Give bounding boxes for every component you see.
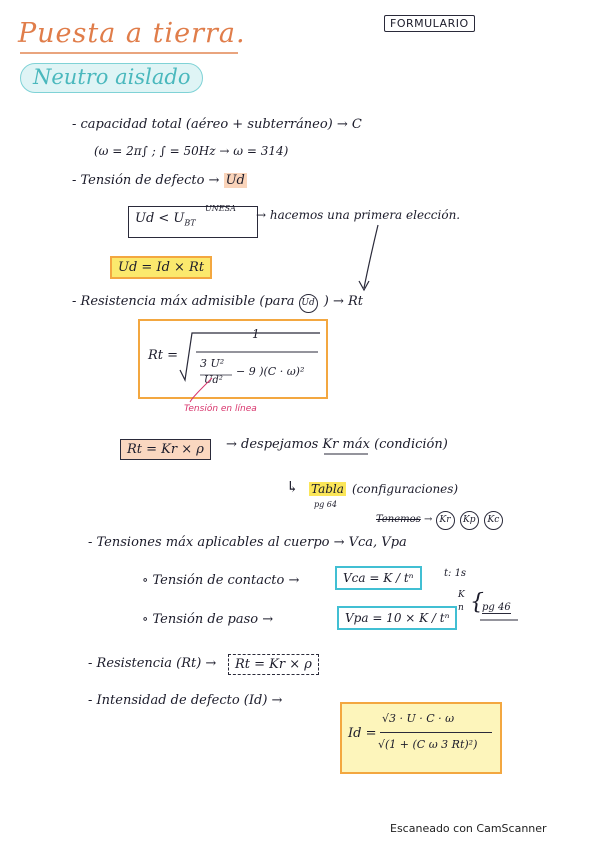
t-note: t: 1s: [444, 568, 467, 579]
tension-linea-arrow: [190, 378, 212, 402]
rt-formula-inner-num: 3 U²: [200, 357, 225, 370]
tensiones-line: - Tensiones máx aplicables al cuerpo → Vca, Vpa: [88, 535, 407, 550]
ud-formula-box: Ud = Id × Rt: [110, 256, 212, 279]
page-title: Puesta a tierra.: [18, 18, 246, 49]
id-formula-denominator: √(1 + (C ω 3 Rt)²): [378, 738, 478, 751]
configuraciones-label: (configuraciones): [352, 482, 459, 496]
section-subtitle: Neutro aislado: [20, 63, 203, 93]
ud-condition-left: Ud < U: [135, 211, 185, 226]
k-circles-row: Tenemos → Kr Kp Kc: [376, 511, 505, 530]
resistencia2-line: - Resistencia (Rt) →: [88, 656, 217, 671]
id-formula-left: Id =: [348, 726, 377, 741]
tension-defecto-label: - Tensión de defecto →: [72, 173, 220, 188]
tension-linea-note: Tensión en línea: [184, 404, 257, 414]
kn-note-k: K: [458, 590, 465, 600]
contacto-formula-box: Vca = K / tⁿ: [335, 566, 422, 590]
id-formula-numerator: √3 · U · C · ω: [382, 712, 455, 725]
eleccion-arrow: [364, 225, 378, 288]
intensidad-line: - Intensidad de defecto (Id) →: [88, 693, 283, 708]
ud-circle: Ud: [299, 294, 318, 313]
tabla-page: pg 64: [314, 500, 337, 509]
k-circle-kp: Kp: [460, 511, 479, 530]
formulario-tag: FORMULARIO: [384, 15, 475, 32]
brace-symbol: {: [470, 590, 484, 615]
tabla-arrow: ↳: [286, 478, 299, 496]
pg46-note: pg 46: [482, 602, 511, 613]
tabla-label: Tabla: [311, 482, 344, 496]
paso-line: ∘ Tensión de paso →: [142, 612, 274, 627]
resistencia-right: ) → Rt: [323, 294, 363, 309]
camscanner-footer: Escaneado con CamScanner: [390, 822, 547, 835]
rt-formula-left: Rt =: [148, 348, 179, 363]
k-circle-kc: Kc: [484, 511, 503, 530]
rt-kr2-box: Rt = Kr × ρ: [228, 654, 319, 675]
primera-eleccion-note: → hacemos una primera elección.: [256, 208, 461, 222]
capacidad-line: - capacidad total (aéreo + subterráneo) → C: [72, 117, 362, 132]
tenemos-label: Tenemos: [376, 514, 421, 525]
contacto-line: ∘ Tensión de contacto →: [142, 573, 300, 588]
rt-formula-inner-den: Ud²: [204, 375, 223, 386]
kn-note-n: n: [458, 603, 464, 613]
rt-formula-rest: − 9 )(C · ω)²: [236, 365, 305, 378]
paso-formula-box: Vpa = 10 × K / tⁿ: [337, 606, 457, 630]
tension-defecto-symbol: Ud: [225, 173, 245, 188]
k-circle-kr: Kr: [436, 511, 455, 530]
rt-sqrt-sign: [180, 333, 320, 380]
despejamos-line: → despejamos Kr máx (condición): [226, 437, 448, 452]
omega-line: (ω = 2π∫ ; ∫ = 50Hz → ω = 314): [94, 144, 289, 158]
rt-kr-box: Rt = Kr × ρ: [120, 439, 211, 460]
resistencia-label: - Resistencia máx admisible (para: [72, 294, 295, 309]
ud-condition-sup: UNESA: [205, 204, 236, 213]
ud-condition-sub: BT: [184, 218, 196, 228]
rt-formula-numerator: 1: [252, 327, 260, 341]
